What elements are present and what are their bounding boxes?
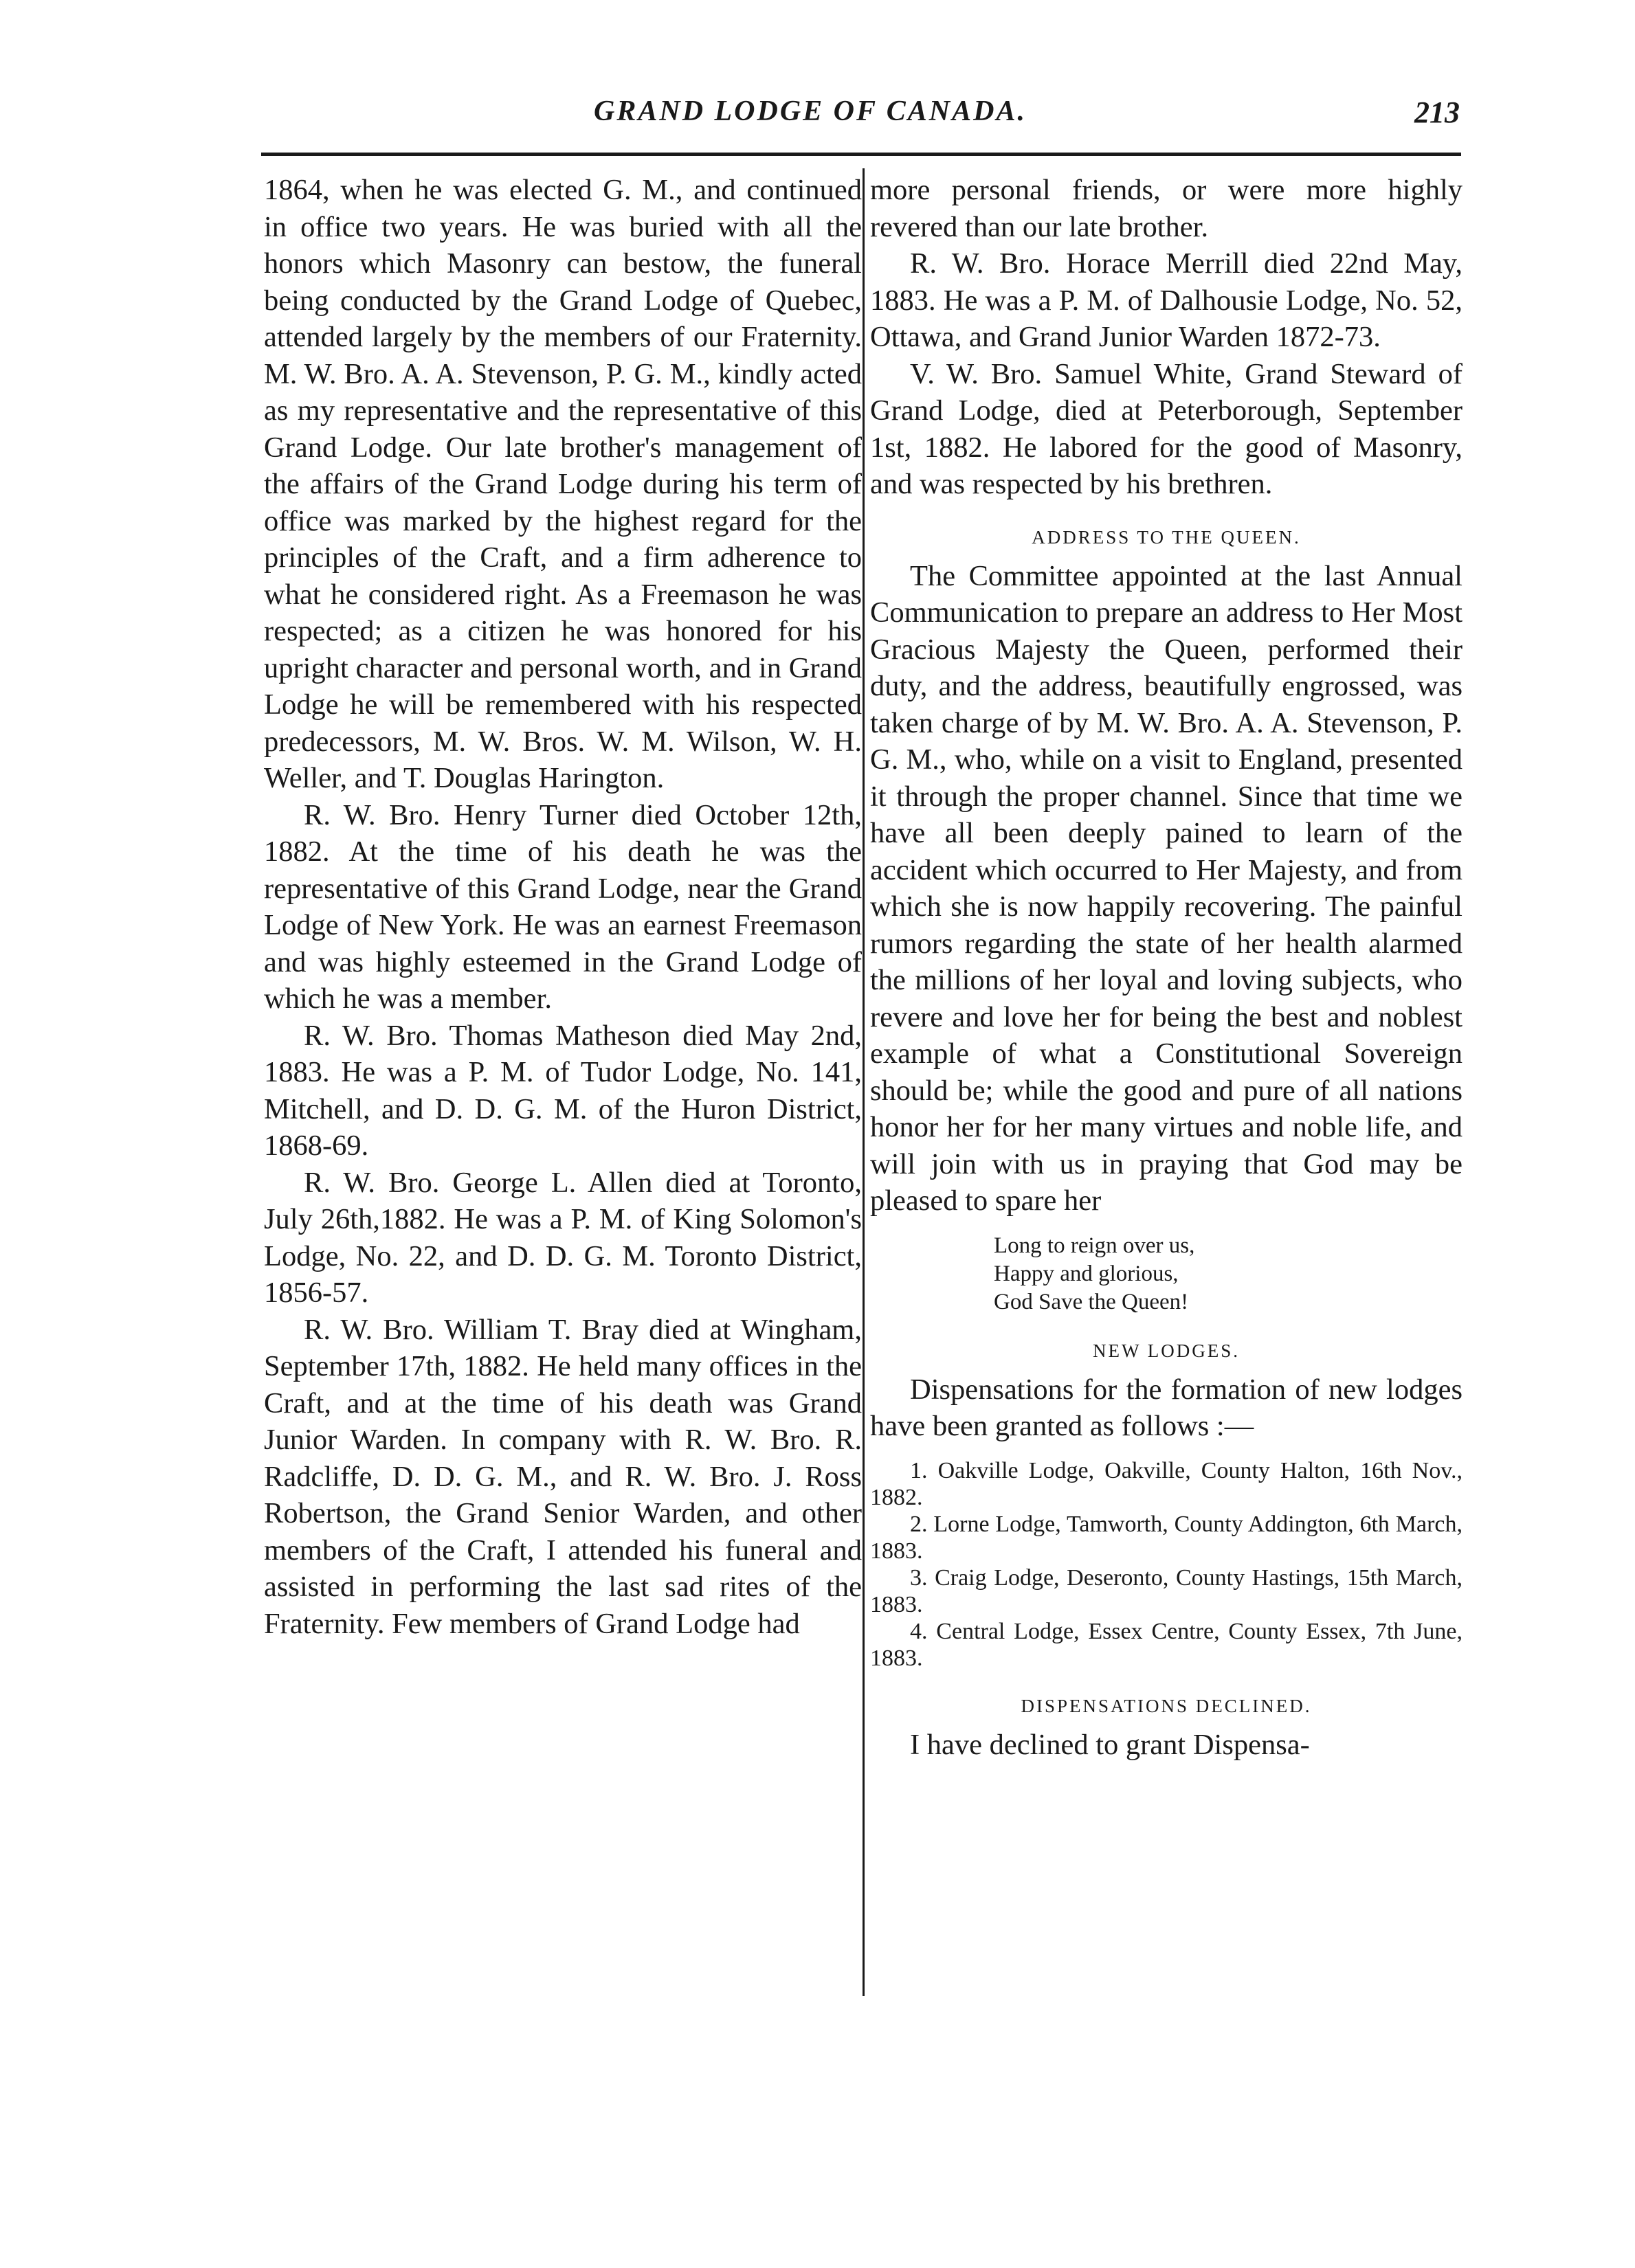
paragraph: V. W. Bro. Samuel White, Grand Steward of Grand Lodge, died at Peterborough, September 1st, 1882. He labored for the good of Masonry, and was respected by his brethren. bbox=[870, 357, 1462, 500]
paragraph: I have declined to grant Dispensa- bbox=[910, 1728, 1310, 1761]
header-rule bbox=[261, 153, 1461, 156]
section-heading-declined: DISPENSATIONS DECLINED. bbox=[1021, 1695, 1312, 1716]
lodge-list bbox=[870, 1457, 1462, 1672]
section-heading-address: ADDRESS TO THE QUEEN. bbox=[1032, 526, 1301, 548]
right-column bbox=[870, 172, 1462, 1763]
list-item: 3. Craig Lodge, Deseronto, County Hastings, 15th March, 1883. bbox=[870, 1564, 1462, 1617]
paragraph: R. W. Bro. Thomas Matheson died May 2nd, 1883. He was a P. M. of Tudor Lodge, No. 141, Mitchell, and D. D. G. M. of the Huron District, 1868-69. bbox=[264, 1019, 862, 1162]
paragraph: R. W. Bro. Horace Merrill died 22nd May, 1883. He was a P. M. of Dalhousie Lodge, No. 52, Ottawa, and Grand Junior Warden 1872-73. bbox=[870, 247, 1462, 353]
column-divider bbox=[863, 168, 865, 1996]
verse bbox=[994, 1232, 1462, 1316]
verse-line: God Save the Queen! bbox=[994, 1289, 1189, 1314]
verse-line: Happy and glorious, bbox=[994, 1261, 1179, 1286]
paragraph: Dispensations for the formation of new lodges have been granted as follows :— bbox=[870, 1373, 1462, 1442]
running-head: GRAND LODGE OF CANADA. bbox=[594, 96, 1027, 127]
paragraph: The Committee appointed at the last Annual Communication to prepare an address to Her Most Gracious Majesty the Queen, performed their duty, and the address, beautifully engrossed, was taken charge of by M. W. Bro. A. A. Stevenson, P. G. M., who, while on a visit to England, presented it through the proper channel. Since that time we have all been deeply pained to learn of the accident which occurred to Her Majesty, and from which she is now happily recovering. The painful rumors regarding the state of her health alarmed the millions of her loyal and loving subjects, who revere and love her for being the best and noblest example of what a Constitutional Sovereign should be; while the good and pure of all nations honor her for her many virtues and noble life, and will join with us in praying that God may be pleased to spare her bbox=[870, 559, 1462, 1217]
page-number: 213 bbox=[1414, 96, 1460, 129]
paragraph: 1864, when he was elected G. M., and continued in office two years. He was buried with all the honors which Masonry can bestow, the funeral being conducted by the Grand Lodge of Quebec, attended largely by the members of our Fraternity. M. W. Bro. A. A. Stevenson, P. G. M., kindly acted as my representative and the representative of this Grand Lodge. Our late brother's management of the affairs of the Grand Lodge during his term of office was marked by the highest regard for the principles of the Craft, and a firm adherence to what he considered right. As a Freemason he was respected; as a citizen he was honored for his upright character and personal worth, and in Grand Lodge he will be remembered with his respected predecessors, M. W. Bros. W. M. Wilson, W. H. Weller, and T. Douglas Harington. bbox=[264, 174, 862, 794]
list-item: 1. Oakville Lodge, Oakville, County Halton, 16th Nov., 1882. bbox=[870, 1457, 1462, 1510]
list-item: 2. Lorne Lodge, Tamworth, County Addington, 6th March, 1883. bbox=[870, 1511, 1462, 1564]
left-column bbox=[264, 172, 862, 1642]
paragraph: R. W. Bro. William T. Bray died at Wingham, September 17th, 1882. He held many offices in the Craft, and at the time of his death was Grand Junior Warden. In company with R. W. Bro. R. Radcliffe, D. D. G. M., and R. W. Bro. J. Ross Robertson, the Grand Senior Warden, and other members of the Craft, I attended his funeral and assisted in performing the last sad rites of the Fraternity. Few members of Grand Lodge had bbox=[264, 1313, 862, 1640]
page-header bbox=[264, 95, 1460, 143]
paragraph: more personal friends, or were more highly revered than our late brother. bbox=[870, 174, 1462, 243]
paragraph: R. W. Bro. George L. Allen died at Toronto, July 26th,1882. He was a P. M. of King Solomon's Lodge, No. 22, and D. D. G. M. Toronto District, 1856-57. bbox=[264, 1166, 862, 1309]
section-heading-new-lodges: NEW LODGES. bbox=[1093, 1340, 1240, 1361]
verse-line: Long to reign over us, bbox=[994, 1233, 1195, 1258]
paragraph: R. W. Bro. Henry Turner died October 12th, 1882. At the time of his death he was the representative of this Grand Lodge, near the Grand Lodge of New York. He was an earnest Freemason and was highly esteemed in the Grand Lodge of which he was a member. bbox=[264, 798, 862, 1015]
list-item: 4. Central Lodge, Essex Centre, County Essex, 7th June, 1883. bbox=[870, 1618, 1462, 1671]
